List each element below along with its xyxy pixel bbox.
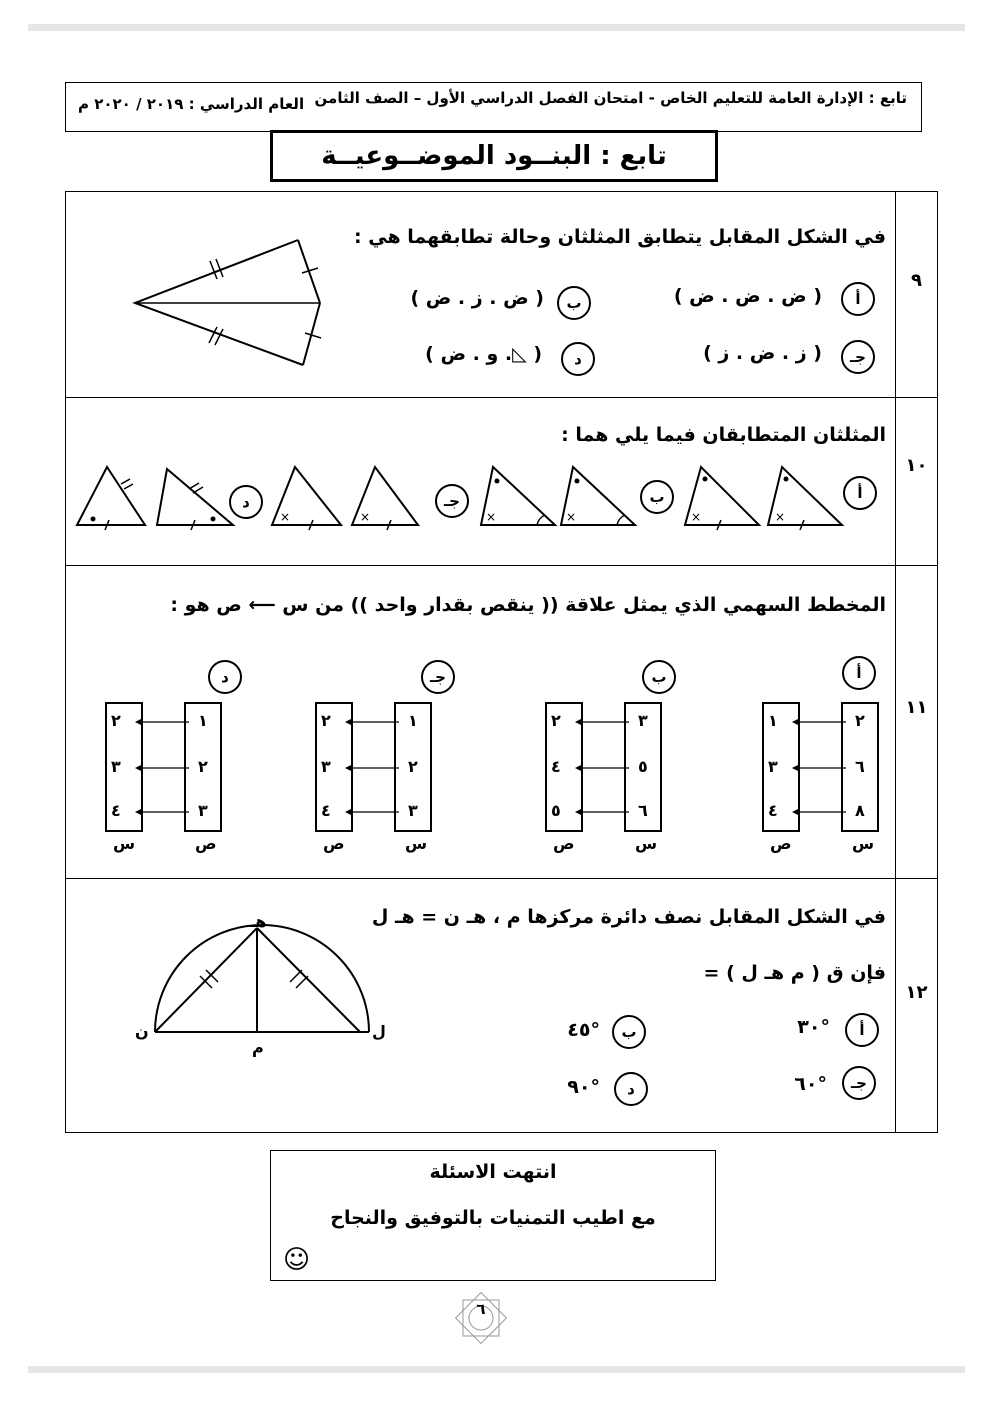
arrowhead — [575, 719, 582, 726]
option-d-text[interactable]: °٩٠ — [567, 1076, 600, 1098]
question-12-semicircle-figure — [150, 920, 380, 1050]
range-set-label: ص — [553, 834, 575, 853]
arrowhead — [135, 809, 142, 816]
svg-text:×: × — [486, 510, 497, 524]
range-set-label: ص — [323, 834, 345, 853]
figure-label-right: ل — [372, 1022, 386, 1041]
domain-set-label: ص — [195, 834, 217, 853]
arrowhead — [792, 719, 799, 726]
option-b-text[interactable]: ( ض . ز . ض ) — [410, 287, 544, 309]
row-divider — [65, 397, 938, 398]
domain-value: ٢ — [198, 757, 208, 776]
svg-text:×: × — [280, 510, 291, 524]
arrowhead — [792, 765, 799, 772]
range-value: ٤ — [111, 801, 121, 820]
svg-text:×: × — [691, 510, 702, 524]
domain-value: ٣ — [638, 711, 648, 730]
range-value: ٣ — [321, 757, 331, 776]
row-divider — [65, 565, 938, 566]
arrow-diagram — [762, 702, 882, 862]
domain-set-label: س — [852, 834, 875, 853]
option-d-circle[interactable]: د — [208, 660, 242, 694]
section-title: تابع : البنــود الموضــوعيــة — [270, 130, 718, 182]
domain-value: ٨ — [855, 801, 865, 820]
option-b-circle[interactable]: ب — [642, 660, 676, 694]
good-wishes-text: مع اطيب التمنيات بالتوفيق والنجاح — [330, 1207, 656, 1229]
range-value: ٤ — [551, 757, 561, 776]
domain-value: ٦ — [855, 757, 865, 776]
option-a-text[interactable]: °٣٠ — [797, 1016, 830, 1038]
option-a-text[interactable]: ( ض . ض . ض ) — [673, 285, 822, 307]
domain-value: ٥ — [638, 757, 648, 776]
end-of-questions-text: انتهت الاسئلة — [429, 1161, 557, 1183]
range-value: ٤ — [768, 801, 778, 820]
question-11-text: المخطط السهمي الذي يمثل علاقة (( ينقص بقدار واحد )) من س ⟵ ص هو : — [170, 594, 886, 616]
range-set-label: ص — [770, 834, 792, 853]
option-d-circle[interactable]: د — [614, 1072, 648, 1106]
option-c-text[interactable]: °٦٠ — [794, 1073, 827, 1095]
header-exam-info: تابع : الإدارة العامة للتعليم الخاص - امتحان الفصل الدراسي الأول – الصف الثامن — [314, 89, 907, 107]
header-school-year: العام الدراسي : ٢٠١٩ / ٢٠٢٠ م — [78, 95, 305, 113]
arrowhead — [345, 809, 352, 816]
smiley-icon: ☺ — [283, 1245, 311, 1275]
question-12-number: ١٢ — [905, 982, 928, 1003]
domain-value: ١ — [198, 711, 208, 730]
option-b-circle[interactable]: ب — [640, 480, 674, 514]
arrow-diagram — [315, 702, 435, 862]
question-11-number: ١١ — [905, 697, 928, 718]
figure-label-left: ن — [135, 1022, 149, 1041]
arrow-diagram — [105, 702, 225, 862]
row-divider — [65, 878, 938, 879]
range-value: ٥ — [551, 801, 561, 820]
domain-value: ٣ — [408, 801, 418, 820]
svg-text:×: × — [566, 510, 577, 524]
option-c-text[interactable]: ( ز . ض . ز ) — [703, 342, 822, 364]
range-set-label: س — [113, 834, 136, 853]
arrowhead — [575, 809, 582, 816]
question-12-text: في الشكل المقابل نصف دائرة مركزها م ، هـ ن = هـ ل — [371, 906, 886, 928]
option-b-text[interactable]: °٤٥ — [567, 1019, 600, 1041]
option-c-circle[interactable]: جـ — [842, 1066, 876, 1100]
option-a-circle[interactable]: أ — [843, 476, 877, 510]
top-page-border — [28, 24, 965, 31]
option-d-circle[interactable]: د — [229, 485, 263, 519]
question-12-text2: فإن ق ( م هـ ل ) = — [703, 962, 886, 984]
question-10-text: المثلثان المتطابقان فيما يلي هما : — [561, 424, 886, 446]
option-a-circle[interactable]: أ — [845, 1013, 879, 1047]
domain-value: ٢ — [855, 711, 865, 730]
option-a-circle[interactable]: أ — [841, 282, 875, 316]
question-9-number: ٩ — [911, 270, 922, 291]
domain-set-label: س — [635, 834, 658, 853]
svg-text:×: × — [775, 510, 786, 524]
range-value: ٤ — [321, 801, 331, 820]
domain-value: ١ — [408, 711, 418, 730]
arrow-diagram — [545, 702, 665, 862]
arrowhead — [345, 719, 352, 726]
range-value: ٢ — [551, 711, 561, 730]
end-of-exam-box — [270, 1150, 716, 1281]
option-b-circle[interactable]: ب — [557, 286, 591, 320]
domain-value: ٦ — [638, 801, 648, 820]
option-c-circle[interactable]: جـ — [841, 340, 875, 374]
arrowhead — [135, 719, 142, 726]
option-c-circle[interactable]: جـ — [435, 484, 469, 518]
question-9-text: في الشكل المقابل يتطابق المثلثان وحالة تطابقهما هي : — [354, 226, 886, 248]
range-value: ٢ — [111, 711, 121, 730]
option-a-circle[interactable]: أ — [842, 656, 876, 690]
domain-value: ٣ — [198, 801, 208, 820]
range-value: ١ — [768, 711, 778, 730]
page-number: ٦ — [476, 1300, 486, 1318]
range-value: ٣ — [768, 757, 778, 776]
bottom-page-border — [28, 1366, 965, 1373]
option-d-text[interactable]: ( ◺. و . ض ) — [425, 343, 542, 365]
arrowhead — [135, 765, 142, 772]
domain-set-label: س — [405, 834, 428, 853]
arrowhead — [345, 765, 352, 772]
range-value: ٢ — [321, 711, 331, 730]
question-9-kite-figure — [125, 235, 335, 375]
arrowhead — [575, 765, 582, 772]
option-d-circle[interactable]: د — [561, 342, 595, 376]
question-10-number: ١٠ — [905, 455, 928, 476]
svg-text:×: × — [360, 510, 371, 524]
figure-label-top: هـ — [250, 912, 267, 931]
figure-label-center: م — [252, 1038, 264, 1057]
arrowhead — [792, 809, 799, 816]
domain-value: ٢ — [408, 757, 418, 776]
option-b-circle[interactable]: ب — [612, 1015, 646, 1049]
range-value: ٣ — [111, 757, 121, 776]
option-c-circle[interactable]: جـ — [421, 660, 455, 694]
exam-header — [65, 82, 922, 132]
